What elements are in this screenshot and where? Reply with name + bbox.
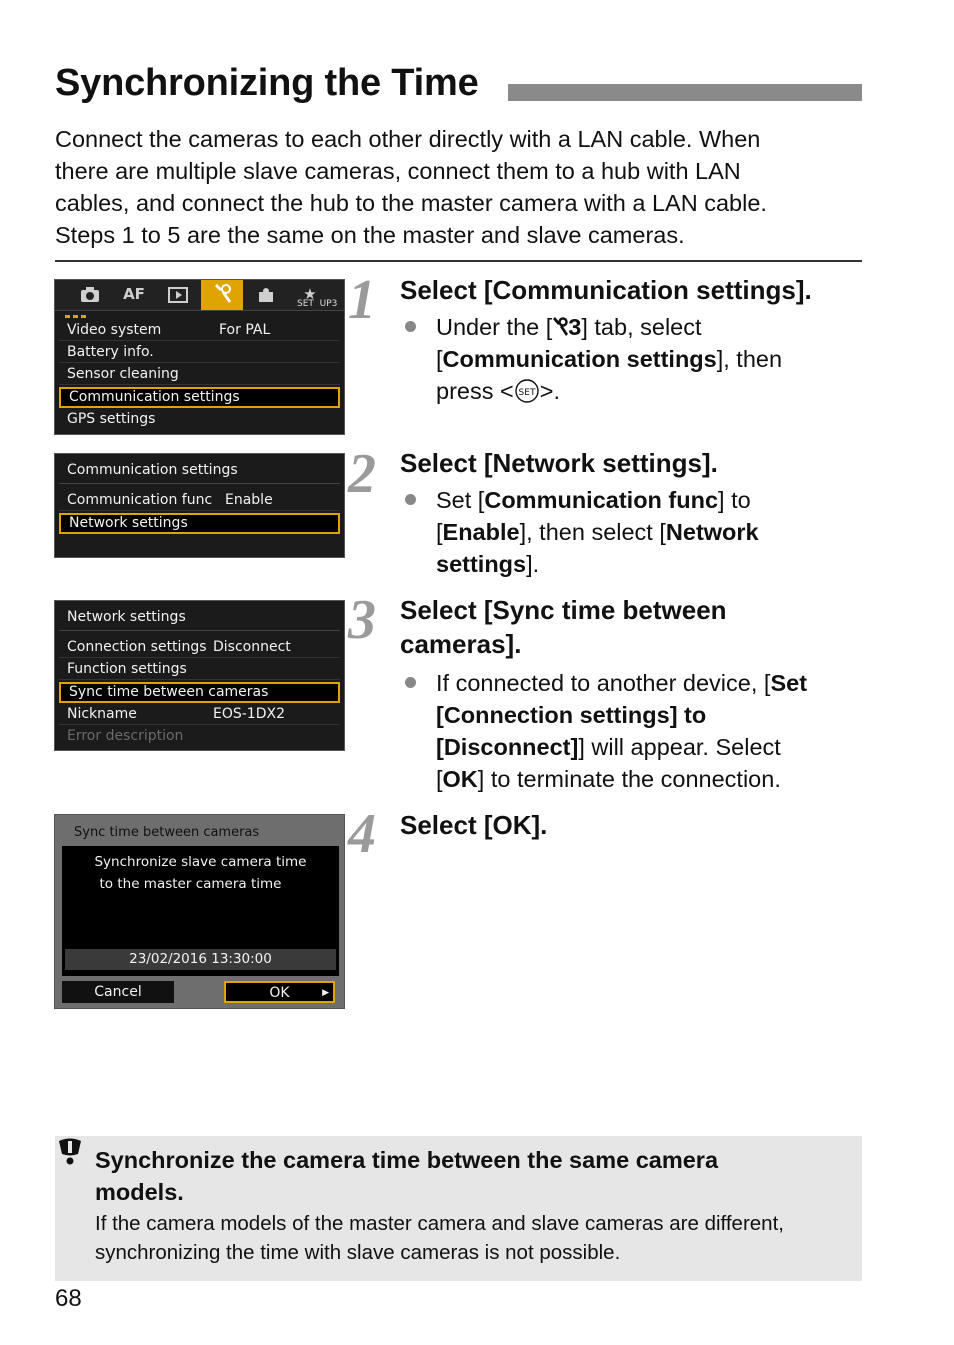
step-title — [400, 593, 727, 661]
step-title-line: Select [Sync time between — [400, 595, 727, 625]
svg-text:SET: SET — [518, 388, 536, 398]
text-run: press < — [436, 378, 514, 404]
step-instructions — [436, 484, 759, 580]
text-run: OK — [442, 766, 478, 792]
text-run: Under the [ — [436, 314, 553, 340]
text-run: ] to terminate the connection. — [477, 766, 781, 792]
menu-item-gps-settings[interactable]: GPS settings — [67, 411, 156, 427]
text-run: [Connection settings] to — [436, 702, 707, 728]
dialog-message-panel — [62, 846, 339, 976]
caution-text-line: synchronizing the time with slave cameras is not possible. — [95, 1241, 621, 1264]
menu-item-value: For PAL — [219, 322, 271, 338]
menu-item-function-settings[interactable]: Function settings — [59, 659, 340, 680]
menu-item-error-description: Error description — [67, 728, 184, 744]
cancel-button[interactable]: Cancel — [62, 981, 174, 1003]
menu-item-value: EOS-1DX2 — [213, 706, 285, 722]
text-run: Enable — [442, 519, 520, 545]
sub-tab-label: SET UP3 — [297, 299, 338, 309]
menu-item-sensor-cleaning[interactable]: Sensor cleaning — [59, 364, 340, 385]
menu-item-value: Enable — [225, 492, 273, 508]
title-decoration-bar — [508, 84, 862, 101]
caution-text-line: If the camera models of the master camera and slave cameras are different, — [95, 1212, 784, 1235]
menu-item-sync-time[interactable]: Sync time between cameras — [59, 682, 340, 703]
text-run: >. — [539, 378, 560, 404]
instruction-line — [436, 484, 759, 516]
custom-functions-tab-icon — [245, 283, 287, 305]
text-run: If connected to another device, [ — [436, 670, 771, 696]
step-number: 2 — [348, 443, 376, 505]
caution-icon — [56, 1138, 84, 1166]
caution-title-line: models. — [95, 1179, 184, 1205]
menu-item-communication-settings[interactable]: Communication settings — [59, 387, 340, 408]
text-run: Network — [665, 519, 759, 545]
right-arrow-icon: ▶ — [322, 988, 329, 998]
instruction-line — [436, 699, 807, 731]
set-button-icon — [514, 378, 540, 404]
step-number: 4 — [348, 803, 376, 865]
instruction-line — [436, 343, 782, 375]
text-run: Set — [770, 670, 808, 696]
bullet-icon — [405, 321, 416, 332]
setup-tab-icon — [552, 314, 568, 340]
page-title: Synchronizing the Time — [55, 62, 479, 104]
instruction-line — [436, 375, 782, 407]
menu-item-label: Nickname — [67, 706, 137, 722]
step-title: Select [Network settings]. — [400, 448, 718, 478]
intro-line: Connect the cameras to each other directly with a LAN cable. When — [55, 126, 761, 152]
section-divider — [55, 260, 862, 262]
camera-screen-sync-time-dialog — [54, 814, 345, 1009]
menu-item-nickname[interactable] — [59, 704, 340, 725]
sync-datetime-value: 23/02/2016 13:30:00 — [65, 949, 336, 970]
step-title-line: cameras]. — [400, 629, 522, 659]
text-run: settings — [436, 551, 527, 577]
caution-title — [95, 1144, 835, 1208]
intro-paragraph — [55, 123, 855, 251]
text-run: [ — [436, 519, 443, 545]
step-title: Select [OK]. — [400, 810, 548, 840]
text-run: Communication func — [484, 487, 719, 513]
text-run: ], then select [ — [519, 519, 666, 545]
instruction-line — [436, 731, 807, 763]
screen-title: Network settings — [59, 605, 340, 631]
step-number: 3 — [348, 589, 376, 651]
text-run: Set [ — [436, 487, 485, 513]
menu-item-battery-info[interactable]: Battery info. — [59, 342, 340, 363]
text-run: ]. — [526, 551, 540, 577]
menu-item-video-system[interactable] — [59, 320, 340, 341]
instruction-line — [436, 311, 782, 343]
menu-item-label: Communication func — [67, 492, 213, 508]
ok-button[interactable] — [224, 981, 335, 1003]
menu-tab-bar — [55, 280, 344, 311]
tab-page-indicator — [65, 306, 105, 309]
dialog-message-line: to the master camera time — [99, 876, 282, 892]
camera-screen-network-settings — [54, 600, 345, 751]
menu-item-network-settings[interactable]: Network settings — [59, 513, 340, 534]
menu-item-label: Connection settings — [67, 639, 207, 655]
text-run: ] will appear. Select — [578, 734, 781, 760]
af-tab: AF — [123, 285, 145, 303]
text-run: ] tab, select — [581, 314, 702, 340]
step-number: 1 — [348, 269, 376, 331]
step-title: Select [Communication settings]. — [400, 275, 812, 305]
page-number: 68 — [55, 1285, 82, 1312]
text-run: ] to — [718, 487, 751, 513]
instruction-line — [436, 763, 807, 795]
menu-item-label: Video system — [67, 322, 162, 338]
setup-tab-icon — [201, 280, 243, 310]
my-menu-star-icon: ★ — [303, 285, 317, 303]
intro-line: Steps 1 to 5 are the same on the master and slave cameras. — [55, 222, 685, 248]
menu-item-value: Disconnect — [213, 639, 291, 655]
step-instructions — [436, 311, 782, 407]
dialog-message-line: Synchronize slave camera time — [94, 854, 307, 870]
bullet-icon — [405, 494, 416, 505]
camera-tab-icon — [69, 283, 111, 305]
menu-item-communication-func[interactable] — [59, 490, 340, 511]
ok-button-label: OK — [269, 985, 290, 1001]
text-run: Communication settings — [442, 346, 717, 372]
text-run: [Disconnect] — [436, 734, 579, 760]
camera-screen-communication-settings — [54, 453, 345, 558]
instruction-line — [436, 667, 807, 699]
intro-line: there are multiple slave cameras, connect them to a hub with LAN — [55, 158, 741, 184]
text-run: [ — [436, 766, 443, 792]
text-run: [ — [436, 346, 443, 372]
instruction-line — [436, 516, 759, 548]
dialog-title: Sync time between cameras — [74, 825, 260, 840]
bullet-icon — [405, 677, 416, 688]
intro-line: cables, and connect the hub to the master camera with a LAN cable. — [55, 190, 767, 216]
menu-item-connection-settings[interactable] — [59, 637, 340, 658]
caution-text — [95, 1209, 855, 1267]
text-run: 3 — [568, 314, 582, 340]
step-instructions — [436, 667, 807, 795]
instruction-line — [436, 548, 759, 580]
camera-screen-setup-menu — [54, 279, 345, 435]
playback-tab-icon — [157, 283, 199, 305]
screen-title: Communication settings — [59, 458, 340, 484]
text-run: ], then — [716, 346, 783, 372]
caution-title-line: Synchronize the camera time between the same camera — [95, 1147, 719, 1173]
